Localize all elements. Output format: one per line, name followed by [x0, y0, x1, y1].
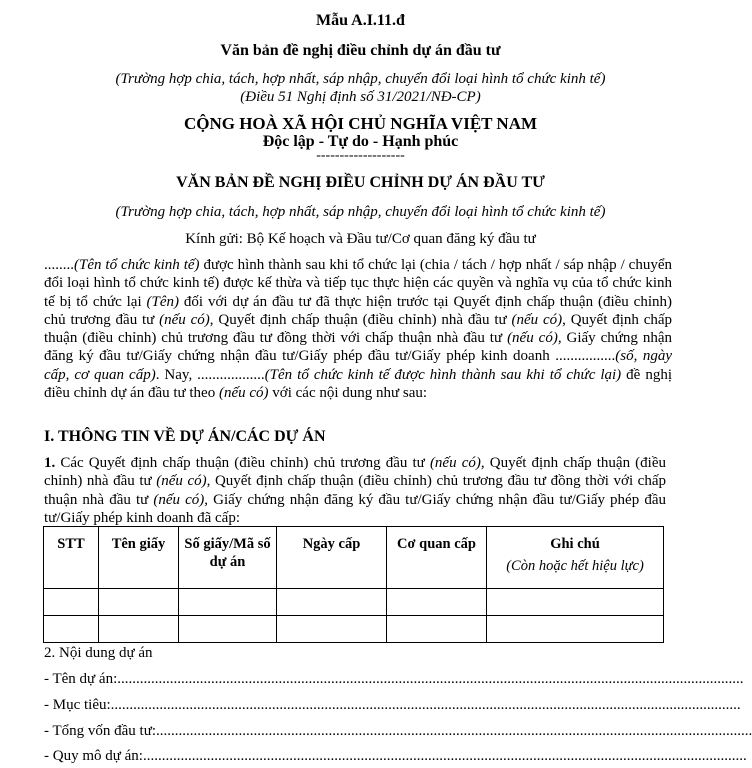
table-cell[interactable] [99, 589, 179, 616]
fill-in-blank[interactable]: ................................................................................................................................................................. [142, 748, 747, 764]
table-cell[interactable] [487, 589, 664, 616]
item-1-number: 1. [44, 455, 56, 471]
field-objective [44, 697, 741, 714]
table-cell[interactable] [179, 589, 277, 616]
item-1-text: Các Quyết định chấp thuận (điều chỉnh) chủ trương đầu tư [55, 455, 430, 471]
intro-dots: ........ [44, 257, 74, 273]
col-header-note-label: Ghi chú [550, 536, 600, 552]
table-cell[interactable] [99, 616, 179, 643]
field-label: - Tên dự án: [44, 671, 118, 687]
item-1-text: , Quyết định chấp thuận (điều chỉnh) nhà đầu tư [44, 455, 667, 490]
legal-basis: (Điều 51 Nghị định số 31/2021/NĐ-CP) [240, 89, 481, 105]
col-header-license-name: Tên giấy [99, 527, 179, 589]
field-label: - Tổng vốn đầu tư: [44, 723, 157, 739]
intro-text: đề nghị điều chỉnh dự án đầu tư theo [44, 366, 672, 402]
intro-name-placeholder: (Tên) [146, 293, 180, 310]
intro-text: , Quyết định chấp thuận (điều chỉnh) chủ trương đầu tư đồng thời với chấp thuận nhà đầu tư [44, 311, 673, 347]
recipient-line: Kính gửi: Bộ Kế hoạch và Đầu tư/Cơ quan đăng ký đầu tư [185, 231, 536, 247]
license-table [43, 526, 664, 643]
intro-text: . Nay, .................. [155, 366, 265, 383]
intro-new-org-placeholder: (Tên tổ chức kinh tế được hình thành sau khi tổ chức lại) [264, 366, 622, 383]
item-1-text: , Giấy chứng nhận đăng ký đầu tư/Giấy chứng nhận đầu tư/Giấy phép đầu tư/Giấy phép kinh doanh đã cấp: [44, 491, 666, 526]
fill-in-blank[interactable]: ............................................................................................................................................................... [156, 723, 752, 739]
intro-text: với các nội dung như sau: [268, 385, 428, 402]
intro-optional: (nếu có) [159, 311, 210, 328]
item-1-optional: (nếu có) [429, 455, 481, 471]
field-project-scale [44, 748, 747, 765]
intro-text: đối với dự án đầu tư đã thực hiện trước tại Quyết định chấp thuận (điều chỉnh) chủ trương đầu tư [44, 293, 672, 328]
intro-org-placeholder: (Tên tổ chức kinh tế) [74, 257, 200, 273]
item-1-paragraph [44, 454, 666, 527]
scope-note-line: (Trường hợp chia, tách, hợp nhất, sáp nhập, chuyển đổi loại hình tổ chức kinh tế) [115, 71, 606, 87]
intro-optional: (nếu có) [507, 330, 558, 347]
intro-optional: (nếu có) [218, 385, 269, 402]
intro-text: được hình thành sau khi tổ chức lại (chia / tách / hợp nhất / sáp nhập / chuyển đổi loại hình tổ chức kinh tế) được kế thừa và tiếp tục thực hiện các quyền và nghĩa vụ của tổ chức kinh tế bị tổ chức lại [44, 257, 672, 310]
scope-note [0, 70, 721, 106]
field-label: - Quy mô dự án: [44, 748, 143, 764]
section-heading: I. THÔNG TIN VỀ DỰ ÁN/CÁC DỰ ÁN [44, 428, 326, 445]
divider: ------------------- [316, 148, 405, 163]
table-cell[interactable] [44, 616, 99, 643]
intro-text: , Quyết định chấp thuận (điều chỉnh) nhà đầu tư [209, 311, 512, 328]
item-1-optional: (nếu có) [156, 473, 207, 490]
table-cell[interactable] [44, 589, 99, 616]
col-header-note [487, 527, 664, 589]
field-label: - Mục tiêu: [44, 697, 111, 713]
national-motto: Độc lập - Tự do - Hạnh phúc [262, 133, 459, 150]
item-1-optional: (nếu có) [153, 491, 205, 508]
table-cell[interactable] [179, 616, 277, 643]
col-header-issue-date: Ngày cấp [277, 527, 387, 589]
item-1-text: , Quyết định chấp thuận (điều chỉnh) chủ trương đầu tư đồng thời với chấp thuận nhà đầu tư [44, 473, 667, 508]
table-row [44, 589, 664, 616]
col-header-license-number: Số giấy/Mã số dự án [179, 527, 277, 589]
table-cell[interactable] [387, 616, 487, 643]
table-header-row [44, 527, 664, 589]
item-2-heading: 2. Nội dung dự án [44, 645, 153, 661]
fill-in-blank[interactable]: ........................................................................................................................................................................ [110, 697, 741, 713]
table-cell[interactable] [277, 616, 387, 643]
national-title: CỘNG HOÀ XÃ HỘI CHỦ NGHĨA VIỆT NAM [183, 114, 538, 133]
col-header-note-sub: (Còn hoặc hết hiệu lực) [506, 558, 644, 574]
table-cell[interactable] [277, 589, 387, 616]
document-title: VĂN BẢN ĐỀ NGHỊ ĐIỀU CHỈNH DỰ ÁN ĐẦU TƯ [176, 174, 545, 191]
col-header-stt: STT [44, 527, 99, 589]
fill-in-blank[interactable]: ....................................................................................................................................................................... [117, 671, 744, 687]
title-note: (Trường hợp chia, tách, hợp nhất, sáp nhập, chuyển đổi loại hình tổ chức kinh tế) [115, 204, 606, 220]
table-cell[interactable] [387, 589, 487, 616]
intro-optional: (nếu có) [511, 311, 563, 328]
table-row [44, 616, 664, 643]
field-project-name [44, 671, 744, 688]
form-code: Mẫu A.I.11.đ [316, 12, 405, 29]
intro-text: , Giấy chứng nhận đăng ký đầu tư/Giấy chứng nhận đầu tư/Giấy phép đầu tư/Giấy phép kinh doanh ................ [44, 330, 672, 365]
col-header-issuer: Cơ quan cấp [387, 527, 487, 589]
document-purpose: Văn bản đề nghị điều chỉnh dự án đầu tư [220, 42, 501, 59]
intro-issue-placeholder: (số, ngày cấp, cơ quan cấp) [44, 348, 672, 383]
intro-paragraph [44, 256, 672, 402]
table-cell[interactable] [487, 616, 664, 643]
field-total-capital [44, 723, 752, 740]
